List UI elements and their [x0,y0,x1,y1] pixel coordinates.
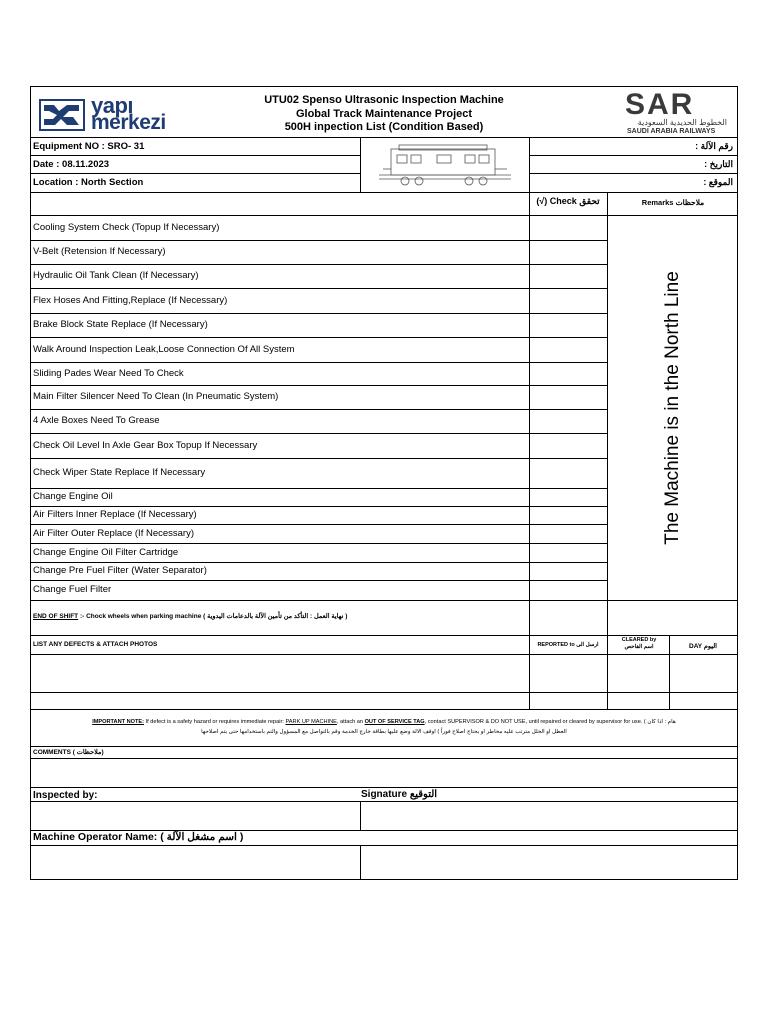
sar-logo [621,90,733,138]
divider [31,654,737,655]
divider [31,746,737,747]
check-cell[interactable] [530,241,607,264]
checklist-item-label: V-Belt (Retension If Necessary) [33,246,166,257]
end-of-shift-note [33,612,347,620]
check-cell[interactable] [530,489,607,506]
day-header: DAY اليوم [689,643,717,650]
checklist-item-label: 4 Axle Boxes Need To Grease [33,415,160,426]
checklist-item-label: Brake Block State Replace (If Necessary) [33,319,208,330]
operator-name-label: Machine Operator Name: ( اسم مشغل الآلة ) [33,831,244,843]
divider [31,787,737,788]
form-title-line3: 500H inpection List (Condition Based) [284,121,484,133]
divider [360,137,361,192]
checklist-item-label: Hydraulic Oil Tank Clean (If Necessary) [33,270,199,281]
equipment-number: Equipment NO : SRO- 31 [33,141,145,152]
divider [31,458,608,459]
divider [31,313,608,314]
checklist-item-label: Sliding Pades Wear Need To Check [33,368,184,379]
out-of-service-tag: OUT OF SERVICE TAG [364,719,425,725]
divider [31,173,360,174]
check-cell[interactable] [530,386,607,409]
checklist-row [31,215,529,240]
machine-drawing [377,141,513,189]
check-cell[interactable] [530,563,607,580]
divider [529,155,737,156]
divider [31,635,737,636]
cleared-by-header: CLEARED by اسم الفاحص [621,637,657,650]
location: Location : North Section [33,177,144,188]
checklist-item-label: Air Filters Inner Replace (If Necessary) [33,509,197,520]
divider [31,288,608,289]
check-cell[interactable] [530,410,607,433]
divider [529,137,530,192]
divider [31,488,608,489]
important-note-arabic: العطل او الخلل مترتب عليه مخاطر او يحتاج اصلاح فوراً ) اوقف الالة وضع عليها بطاقة خارج الخدمة وقم بالتواصل مع المسؤول والتم باستخدامها حتى يتم اصلاحها [201,729,567,735]
equipment-number-ar: رقم الآلة : [695,141,733,151]
remarks-cell [608,216,738,600]
divider [31,385,608,386]
checklist-item-label: Main Filter Silencer Need To Clean (In Pneumatic System) [33,391,279,402]
checklist-row [31,240,529,264]
check-cell[interactable] [530,265,607,288]
divider [31,692,737,693]
divider [529,173,737,174]
inspector-signature-field[interactable] [361,802,737,830]
check-cell[interactable] [530,544,607,562]
divider [31,337,608,338]
operator-signature-field[interactable] [361,846,737,880]
checklist-row [31,362,529,385]
checklist-item-label: Check Oil Level In Axle Gear Box Topup If Necessary [33,440,258,451]
defects-label: LIST ANY DEFECTS & ATTACH PHOTOS [33,641,158,648]
inspection-form [30,86,738,880]
checklist-item-label: Change Engine Oil Filter Cartridge [33,547,179,558]
check-column-header: (√) Check تحقق [536,196,600,206]
checklist-row [31,488,529,506]
divider [31,155,360,156]
sar-logo-arabic: الخطوط الحديدية السعودية [637,118,727,127]
checklist-row [31,288,529,313]
remarks-text: The Machine is in the North Line [662,271,683,545]
checklist-item-label: Change Engine Oil [33,491,113,502]
divider [31,362,608,363]
check-cell[interactable] [530,507,607,524]
divider [607,635,608,709]
check-cell[interactable] [530,314,607,337]
check-cell[interactable] [530,289,607,313]
check-cell[interactable] [530,459,607,488]
reported-to-header: REPORTED to ارسل الى [537,642,599,648]
checklist-row [31,337,529,362]
sar-logo-english: SAUDI ARABIA RAILWAYS [627,128,716,135]
park-up-machine: PARK UP MACHINE [285,719,337,725]
inspected-by-field[interactable] [31,802,360,830]
checklist-row [31,506,529,524]
location-ar: الموقع : [703,177,733,187]
important-note-text1: If defect is a safety hazard or requires immediate repair: [144,719,286,725]
divider [31,580,608,581]
checklist-item-label: Check Wiper State Replace If Necessary [33,467,206,478]
important-note-label: IMPORTANT NOTE: [92,719,145,725]
checklist-row [31,313,529,337]
divider [31,409,608,410]
comments-field[interactable] [31,759,737,787]
checklist-item-label: Air Filter Outer Replace (If Necessary) [33,528,195,539]
comments-label: COMMENTS ( ملاحظات) [33,749,104,756]
yapi-logo-text-1: yapı [91,93,134,118]
inspection-date-ar: التاريخ : [704,159,733,169]
end-of-shift-text: :- Chock wheels when parking machine [78,613,204,620]
checklist-row [31,433,529,458]
important-note-text2: , attach an [336,719,365,725]
checklist-row [31,543,529,562]
form-title-line1: UTU02 Spenso Ultrasonic Inspection Machine [264,94,504,106]
divider [31,192,737,193]
yapi-merkezi-logo-mark [39,99,85,131]
checklist-item-label: Change Fuel Filter [33,584,112,595]
inspected-by-label: Inspected by: [33,790,98,801]
divider [31,240,608,241]
form-title-line2: Global Track Maintenance Project [295,108,473,120]
check-cell[interactable] [530,363,607,385]
checklist-row [31,264,529,288]
checklist-item-label: Change Pre Fuel Filter (Water Separator) [33,565,207,576]
divider [31,543,608,544]
operator-name-field[interactable] [31,846,360,880]
divider [31,709,737,710]
check-cell[interactable] [530,581,607,600]
important-note [31,719,737,725]
checklist-row [31,458,529,488]
checklist-row [31,385,529,409]
divider [31,600,737,601]
check-cell[interactable] [530,434,607,458]
yapi-logo-text-2: merkezi [91,111,166,134]
divider [31,506,608,507]
divider [31,264,608,265]
divider [31,524,608,525]
remarks-column-header: Remarks ملاحظات [641,198,705,207]
checklist-row [31,580,529,600]
end-of-shift-label: END OF SHIFT [33,613,79,620]
inspection-date: Date : 08.11.2023 [33,159,110,170]
check-cell[interactable] [530,338,607,362]
checklist-row [31,409,529,433]
checklist-item-label: Walk Around Inspection Leak,Loose Connection Of All System [33,344,295,355]
check-cell[interactable] [530,525,607,543]
end-of-shift-arabic: ( نهاية العمل : التأكد من تأمين الآلة بالدعامات اليدوية ) [203,613,348,620]
checklist-row [31,562,529,580]
important-note-text3: , contact SUPERVISOR & DO NOT USE, until repaired or cleared by supervisor for use. ( هام : اذا كان [424,719,676,725]
divider [31,137,737,138]
checklist-item-label: Cooling System Check (Topup If Necessary) [33,222,220,233]
checklist-row [31,524,529,543]
signature-label: Signature التوقيع [361,789,438,800]
checklist-item-label: Flex Hoses And Fitting,Replace (If Necessary) [33,295,228,306]
divider [31,562,608,563]
yapi-merkezi-logo [39,93,189,134]
sar-logo-text: SAR [625,88,695,121]
check-cell[interactable] [530,216,607,240]
divider [31,433,608,434]
